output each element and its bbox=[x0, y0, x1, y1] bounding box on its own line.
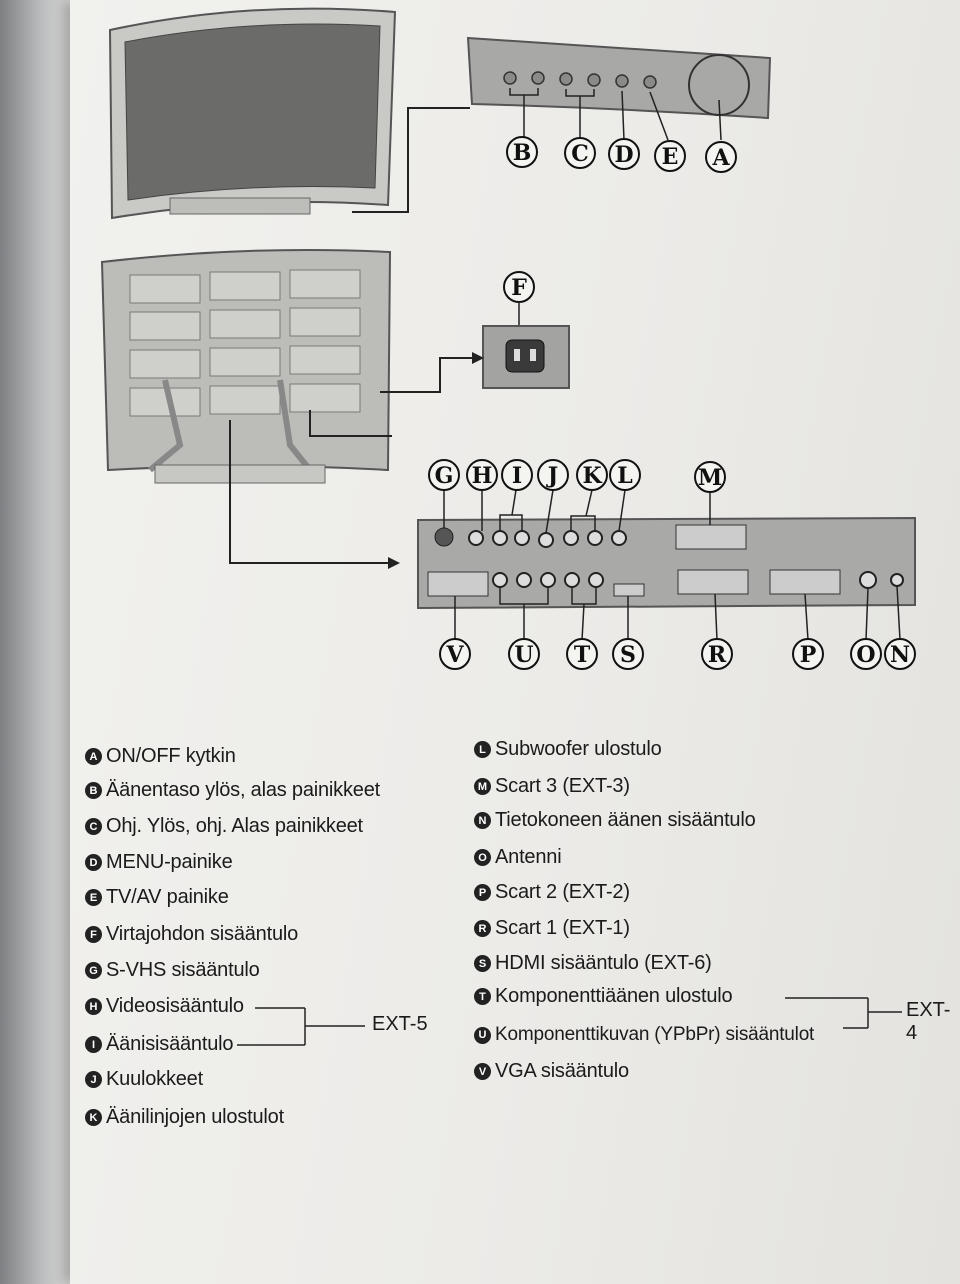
legend-item-n bbox=[474, 809, 756, 832]
callout-r: R bbox=[707, 642, 727, 668]
rear-bottom-letter-text bbox=[445, 642, 910, 668]
legend-label: Subwoofer ulostulo bbox=[495, 738, 662, 760]
legend-label: Tietokoneen äänen sisääntulo bbox=[495, 809, 756, 831]
legend-label: Scart 3 (EXT-3) bbox=[495, 775, 630, 797]
legend-item-g bbox=[85, 959, 260, 982]
legend-label: Antenni bbox=[495, 846, 562, 868]
ext5-label: EXT-5 bbox=[372, 1013, 428, 1035]
legend-badge: C bbox=[85, 818, 102, 835]
legend-badge: M bbox=[474, 778, 491, 795]
legend-label: Komponenttikuvan (YPbPr) sisääntulot bbox=[495, 1024, 815, 1045]
legend-item-k bbox=[85, 1106, 284, 1129]
legend-item-l bbox=[474, 738, 662, 761]
callout-t: T bbox=[573, 642, 591, 668]
legend-badge: T bbox=[474, 988, 491, 1005]
legend-badge: V bbox=[474, 1063, 491, 1080]
legend-label: Scart 2 (EXT-2) bbox=[495, 881, 630, 903]
callout-s: S bbox=[620, 642, 636, 668]
callout-e: E bbox=[661, 144, 679, 170]
legend-badge: H bbox=[85, 998, 102, 1015]
legend-label: Virtajohdon sisääntulo bbox=[106, 923, 299, 945]
callout-h: H bbox=[471, 463, 493, 489]
legend-item-e bbox=[85, 886, 229, 909]
ext4-label: EXT-4 bbox=[906, 999, 951, 1044]
legend-item-s bbox=[474, 952, 712, 975]
legend-item-i bbox=[85, 1033, 233, 1056]
callout-p: P bbox=[799, 642, 817, 668]
legend-badge: D bbox=[85, 854, 102, 871]
legend-badge: L bbox=[474, 741, 491, 758]
legend-label: Äänisisääntulo bbox=[106, 1033, 234, 1055]
legend-badge: A bbox=[85, 748, 102, 765]
legend-item-u bbox=[474, 1024, 814, 1046]
legend-label: Äänentaso ylös, alas painikkeet bbox=[106, 779, 380, 801]
legend-item-f bbox=[85, 923, 298, 946]
legend-item-j bbox=[85, 1068, 203, 1091]
legend-badge: S bbox=[474, 955, 491, 972]
legend-label: Scart 1 (EXT-1) bbox=[495, 917, 630, 939]
callout-a: A bbox=[712, 145, 730, 171]
legend-item-h bbox=[85, 995, 244, 1018]
rear-connector-panel bbox=[418, 518, 915, 608]
callout-b: B bbox=[512, 140, 532, 166]
callout-o: O bbox=[856, 642, 876, 668]
callout-n: N bbox=[889, 642, 911, 668]
legend-badge: I bbox=[85, 1036, 102, 1053]
legend-badge: K bbox=[85, 1109, 102, 1126]
legend-label: MENU-painike bbox=[106, 851, 233, 873]
legend-label: HDMI sisääntulo (EXT-6) bbox=[495, 952, 712, 974]
legend-item-d bbox=[85, 851, 233, 874]
legend-item-t bbox=[474, 985, 732, 1008]
callout-l: L bbox=[617, 463, 633, 489]
rear-bottom-callouts bbox=[440, 639, 915, 669]
legend-item-r bbox=[474, 917, 630, 940]
legend-badge: N bbox=[474, 812, 491, 829]
legend-badge: B bbox=[85, 782, 102, 799]
legend-badge: P bbox=[474, 884, 491, 901]
tv-front-illustration bbox=[110, 9, 395, 218]
callout-c: C bbox=[571, 141, 589, 167]
legend-item-b bbox=[85, 779, 380, 802]
legend-item-m bbox=[474, 775, 630, 798]
legend-label: Äänilinjojen ulostulot bbox=[106, 1106, 284, 1128]
legend-label: Videosisääntulo bbox=[106, 995, 244, 1017]
tv-rear-illustration bbox=[102, 250, 390, 483]
legend-badge: G bbox=[85, 962, 102, 979]
callout-j: J bbox=[547, 463, 559, 489]
legend-item-o bbox=[474, 846, 561, 869]
callout-m: M bbox=[697, 465, 723, 491]
top-control-panel bbox=[468, 38, 770, 140]
callout-k: K bbox=[582, 463, 602, 489]
top-letter-text bbox=[513, 140, 731, 171]
callout-v: V bbox=[446, 642, 464, 668]
legend-label: S-VHS sisääntulo bbox=[106, 959, 260, 981]
legend-badge: E bbox=[85, 889, 102, 906]
legend-item-v bbox=[474, 1060, 629, 1083]
callout-u: U bbox=[514, 642, 534, 668]
legend-label: TV/AV painike bbox=[106, 886, 229, 908]
legend-label: Kuulokkeet bbox=[106, 1068, 203, 1090]
callout-i: I bbox=[511, 463, 523, 489]
legend-badge: O bbox=[474, 849, 491, 866]
callout-g: G bbox=[434, 463, 454, 489]
ext5-bracket bbox=[237, 1008, 365, 1045]
legend-label: VGA sisääntulo bbox=[495, 1060, 629, 1082]
legend-label: ON/OFF kytkin bbox=[106, 745, 236, 767]
legend-badge: R bbox=[474, 920, 491, 937]
legend-item-a bbox=[85, 745, 236, 768]
legend-label: Ohj. Ylös, ohj. Alas painikkeet bbox=[106, 815, 363, 837]
legend-item-p bbox=[474, 881, 630, 904]
legend-badge: U bbox=[474, 1027, 491, 1044]
legend-badge: F bbox=[85, 926, 102, 943]
callout-d: D bbox=[614, 142, 634, 168]
legend-item-c bbox=[85, 815, 363, 838]
callout-f: F bbox=[511, 275, 527, 301]
legend-label: Komponenttiäänen ulostulo bbox=[495, 985, 733, 1007]
legend-badge: J bbox=[85, 1071, 102, 1088]
